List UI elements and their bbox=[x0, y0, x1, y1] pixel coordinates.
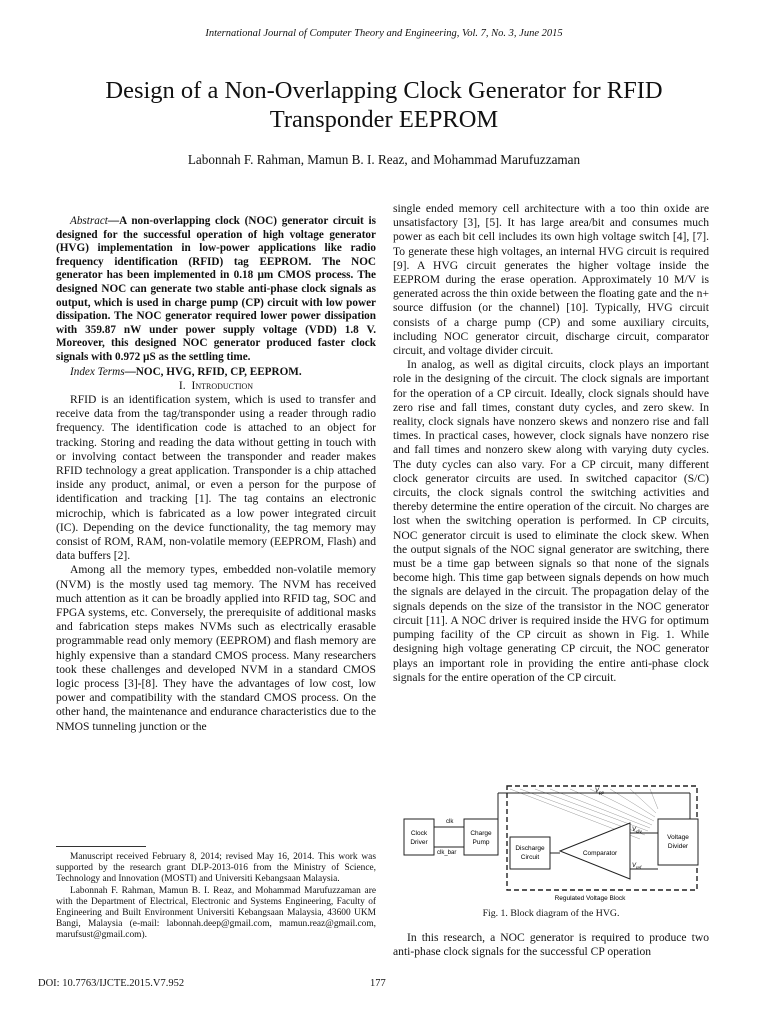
author-list: Labonnah F. Rahman, Mamun B. I. Reaz, and Mohammad Marufuzzaman bbox=[187, 152, 581, 167]
voltage-divider-label-2: Divider bbox=[667, 843, 689, 850]
paragraph: Among all the memory types, embedded non-volatile memory (NVM) is the mostly used tag memory. The NVM has received much attention as it can be broadly applied into RFID tag, SOC and FPGA systems, etc. Conversely, the prerequisite of additional masks and fabrication steps makes NVMs such as electrically erasable programmable read only memory (EEPROM) and flash memory are highly expensive than a standard CMOS process. Many researchers took these challenges and developed NVM in a standard CMOS logic process [3]-[8]. They have the advantages of low cost, low power and compatibility with the standard CMOS process. On the other hand, the maintenance and endurance characteristics due to the NMOS tunneling junction or the bbox=[56, 563, 376, 733]
vdiv-label: $V_{div}$ bbox=[632, 827, 642, 834]
footnotes bbox=[56, 852, 376, 942]
paragraph: RFID is an identification system, which is used to transfer and receive data from the tag/transponder using a reader through radio frequency. The identification code is attached to an object for tracking. Storing and reading the data without getting in touch with or involving contact between the transponder and reader makes RFID technology a great application. Transponder is a chip attached inside any product, animal, or even a person for the purpose of identification and tracking [1]. The tag contains an electronic microchip, which is fabricated as a low power integrated circuit (IC). Depending on the device functionality, the tag memory may consist of ROM, RAM, non-volatile memory (EEPROM, Flash) and data buffers [2]. bbox=[56, 392, 376, 563]
index-terms-text: —NOC, HVG, RFID, CP, EEPROM. bbox=[124, 365, 302, 378]
right-column bbox=[393, 202, 709, 685]
journal-header: International Journal of Computer Theory and Engineering, Vol. 7, No. 3, June 2015 bbox=[205, 28, 563, 39]
abstract-text: —A non-overlapping clock (NOC) generator circuit is designed for the successful operation of high voltage generator (HVG) implementation in low-power applications like radio frequency identification (RFID) tag EEPROM. The NOC generator has been implemented in 0.18 µm CMOS process. The designed NOC can generate two stable anti-phase clock signals as output, which is used in charge pump (CP) circuit with low power dissipation. The NOC generator required lower power dissipation with 359.87 nW under power supply voltage (VDD) 1.8 V. Moreover, this designed NOC generator produced faster clock signals with 0.972 µS as the settling time. bbox=[56, 215, 376, 363]
clock-driver-block bbox=[404, 819, 434, 855]
section-heading bbox=[56, 379, 376, 393]
index-terms bbox=[56, 365, 376, 379]
voltage-divider-label-1: Voltage bbox=[667, 834, 689, 841]
paragraph: single ended memory cell architecture with a too thin oxide are unsatisfactory [3], [5]. It has large area/bit and consumes much power as each bit cell includes its own high voltage switch [4], [7]. To generate these high voltages, an internal HVG circuit is required [9]. A HVG circuit generates the higher voltage inside the EEPROM during the erase operation. Approximately 10 M/V is generated across the thin oxide between the floating gate and the n+ source diffusion (or the channel) [10]. Typically, HVG circuit consists of a charge pump (CP) and some auxiliary circuits, including NOC generator circuit, discharge circuit, comparator circuit, and voltage divider circuit. bbox=[393, 202, 709, 358]
section-title: Introduction bbox=[191, 378, 254, 392]
paper-title: Design of a Non-Overlapping Clock Generator for RFID Transponder EEPROM bbox=[105, 77, 663, 133]
vref-label: $V_{ref}$ bbox=[632, 863, 642, 870]
footnote: Manuscript received February 8, 2014; revised May 16, 2014. This work was supported by the research grant DLP-2013-016 from the Ministry of Science, Technology and Innovation (MOSTI) and Universiti Kebangsaan Malaysia. bbox=[56, 852, 376, 885]
charge-pump-label-1: Charge bbox=[470, 830, 492, 837]
charge-pump-block bbox=[464, 819, 498, 855]
footnote: Labonnah F. Rahman, Mamun B. I. Reaz, and Mohammad Marufuzzaman are with the Department of Electrical, Electronic and Systems Engineering, Faculty of Engineering and Built Environment Universiti Kebangsaan Malaysia, 43600 UKM Bangi, Malaysia (e-mail: labonnah.deep@gmail.com, mamun.reaz@gmail.com, marufsust@gmail.com). bbox=[56, 885, 376, 941]
paragraph: In analog, as well as digital circuits, clock plays an important role in the designing of the circuit. The clock signals are important for the operation of a CP circuit. Ideally, clock signals should have zero rise and fall times, constant duty cycles, and zero skew. In reality, clock signals have nonzero skews and nonzero rise and fall times. In practical cases, however, clock signals have nonzero rise and fall times and nonzero skew along with varying duty cycles. The duty cycles can also vary. For a CP circuit, many different clock generator circuits are used. In switched capacitor (S/C) circuits, the clock signals control the switching activities and thereby determine the entire operation of the circuit. No charges are lost when the switching operation is performed. In CP circuits, NOC generator circuit is used to eliminate the clock skew. When the output signals of the NOC signal generator are switching, there must be a time gap between signals so that none of the signals become high. This time gap between signals depends on how much the signals are delayed in the circuit. The propagation delay of the signals depends on the size of the transistor in the NOC generator circuit [11]. A NOC driver is required inside the HVG for optimum pumping facility of the CP circuit as shown in Fig. 1. While designing high voltage generating CP circuit, the NOC generator plays an important role in providing the entire anti-phase clock signals for the entire operation of the CP circuit. bbox=[393, 358, 709, 684]
hvg-block-diagram bbox=[400, 783, 705, 906]
abstract-lead: Abstract bbox=[70, 215, 108, 227]
page-number: 177 bbox=[370, 978, 386, 989]
index-terms-lead: Index Terms bbox=[70, 365, 125, 378]
comparator-label: Comparator bbox=[582, 850, 618, 857]
left-column bbox=[56, 215, 376, 734]
clock-driver-label-1: Clock bbox=[410, 830, 428, 837]
discharge-block bbox=[510, 837, 550, 869]
voltage-divider-block bbox=[658, 819, 698, 865]
footnote-rule bbox=[56, 846, 146, 847]
doi: DOI: 10.7763/IJCTE.2015.V7.952 bbox=[38, 978, 185, 989]
charge-pump-label-2: Pump bbox=[472, 839, 490, 846]
clk-bar-label: clk_bar bbox=[437, 850, 457, 856]
vpp-label: $V_{pp}$ bbox=[595, 788, 605, 795]
paragraph: In this research, a NOC generator is required to produce two anti-phase clock signals for the successful CP operation bbox=[393, 931, 709, 959]
clk-label: clk bbox=[446, 819, 454, 825]
discharge-label-2: Circuit bbox=[520, 854, 540, 861]
abstract bbox=[56, 215, 376, 365]
clock-driver-label-2: Driver bbox=[410, 839, 428, 846]
discharge-label-1: Discharge bbox=[515, 845, 545, 852]
section-number: I. bbox=[178, 378, 186, 392]
figure-caption: Fig. 1. Block diagram of the HVG. bbox=[482, 908, 620, 919]
regulated-block-label: Regulated Voltage Block bbox=[554, 895, 626, 902]
